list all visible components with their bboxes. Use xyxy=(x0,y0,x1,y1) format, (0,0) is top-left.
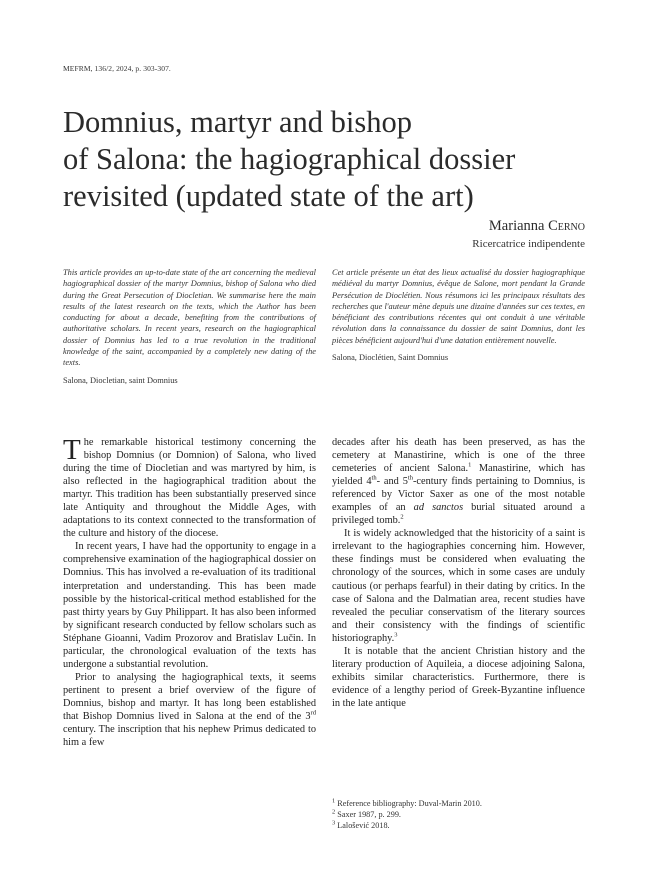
paragraph-1-text: he remarkable historical testimony concerning the bishop Domnius (or Domnion) of Salona, who lived during the time of Diocletian and was martyred by him, is also reflected in the hagiographical tradition about the martyr. This tradition has been substantially preserved since late Antiquity and throughout the Middle Ages, with adaptations to its context connected to the transformation of the culture and history of the diocese. xyxy=(63,437,316,540)
author-block xyxy=(472,218,585,250)
body-paragraph-3 xyxy=(63,671,316,749)
paragraph-3-text-a: Prior to analysing the hagiographical texts, it seems pertinent to present a brief overview of the figure of Domnius, bishop and martyr. It has long been established that Bishop Domnius lived in Salona at the end of the 3 xyxy=(63,671,316,722)
footnote-3 xyxy=(332,818,585,832)
author-affiliation: Ricercatrice indipendente xyxy=(472,238,585,250)
paragraph-3-text-b: century. The inscription that his nephew Primus dedicated to him a few xyxy=(63,724,316,749)
superscript-th: th xyxy=(407,474,413,482)
keywords-french: Salona, Dioclétien, Saint Domnius xyxy=(332,353,449,363)
footnote-1 xyxy=(332,799,585,810)
paragraph-4-text-a: decades after his death has been preserved, as has the cemetery at Manastirine, which is one of the three cemeteries of ancient Salona. xyxy=(332,437,585,475)
footnote-number: 2 xyxy=(332,808,336,816)
abstract-english-text: This article provides an up-to-date state of the art concerning the medieval hagiographical dossier of the martyr Domnius, bishop of Salona who died during the Great Persecution of Diocletian. We summarise here the main results of the latest research on the texts, which the Author has been conducting for about a decade, benefiting from the contributions of authoritative scholars. In recent years, research on the hagiographical dossier of Domnius has led to a true revolution in the traditional knowledge of the saint, accompanied by a completely new dating of the texts. xyxy=(63,268,316,368)
journal-reference: MEFRM, 136/2, 2024, p. 303-307. xyxy=(63,64,171,73)
author-given-name: Marianna xyxy=(488,218,549,234)
body-column-left xyxy=(63,436,316,749)
footnote-text: Saxer 1987, p. 299. xyxy=(337,809,401,819)
paragraph-4-text-d: -century finds pertaining to Domnius, is referenced by Victor Saxer as one of the most notable examples of an xyxy=(332,476,585,514)
footnotes xyxy=(332,799,585,831)
body-paragraph-6: It is notable that the ancient Christian history and the literary production of Aquileia, a diocese adjoining Salona, exhibits similar characteristics. Furthermore, there is evidence of a lengthy period of Greek-Byzantine influence in the late antique xyxy=(332,645,585,709)
title-line-1: Domnius, martyr and bishop xyxy=(63,105,413,139)
body-paragraph-2: In recent years, I have had the opportunity to engage in a comprehensive examination of the hagiographical dossier on Domnius. This has involved a re-evaluation of its traditional interpretation and understanding. This has been made possible by the historical-critical method established for the past thirty years by Guy Philippart. It has also been informed by significant research conducted by fellow scholars such as Stéphane Gioanni, Vadim Prozorov and Bratislav Lučin. In particular, the chronological evaluation of the texts has undergone a substantial revolution. xyxy=(63,541,316,670)
footnote-ref-3[interactable]: 3 xyxy=(394,631,398,639)
drop-cap: T xyxy=(63,434,81,466)
paragraph-5-text: It is widely acknowledged that the historicity of a saint is irrelevant to the hagiographies concerning him. However, these findings must be considered when evaluating the chronology of the sources, which in some cases are unduly cautious (or perhaps fearful) in their dating by critics. In the case of Salona and the Dalmatian area, recent studies have revealed the peculiar conservatism of the literary sources and their consistency with the findings of scientific historiography. xyxy=(332,528,585,644)
footnote-text: Lalošević 2018. xyxy=(337,820,390,830)
author-family-name: Cerno xyxy=(548,218,585,234)
italic-term: ad sanctos xyxy=(413,502,464,514)
paragraph-4-text-c: - and 5 xyxy=(376,476,408,488)
paragraph-4-text-e: burial situated around a privileged tomb. xyxy=(332,502,585,527)
body-column-right xyxy=(332,436,585,710)
keywords-english: Salona, Diocletian, saint Domnius xyxy=(63,375,178,385)
body-paragraph-1 xyxy=(63,436,316,540)
superscript-rd: rd xyxy=(310,709,316,717)
body-paragraph-5 xyxy=(332,527,585,644)
body-paragraph-4 xyxy=(332,436,585,527)
abstract-french-text: Cet article présente un état des lieux actualisé du dossier hagiographique médiéval du martyr Domnius, évêque de Salone, mort pendant la Grande Persécution de Dioclétien. Nous résumons ici les principaux résultats des recherches que l'auteur mène depuis une dizaine d'années sur ces textes, en bénéficiant des contributions récentes qui ont conduit à une véritable révolution dans la connaissance du dossier de saint Domnius, dont les pièces bénéficient aujourd'hui d'une datation entièrement nouvelle. xyxy=(332,268,585,345)
title-line-2: of Salona: the hagiographical dossier xyxy=(63,142,516,176)
abstract-english xyxy=(63,267,316,386)
footnote-ref-2[interactable]: 2 xyxy=(400,513,404,521)
article-title xyxy=(63,104,603,215)
superscript-th: th xyxy=(371,474,377,482)
abstract-french xyxy=(332,267,585,363)
title-line-3: revisited (updated state of the art) xyxy=(63,179,474,213)
footnote-ref-1[interactable]: 1 xyxy=(468,461,472,469)
footnote-number: 3 xyxy=(332,818,336,826)
footnote-2 xyxy=(332,810,585,821)
paragraph-4-text-b: Manastirine, which has yielded 4 xyxy=(332,463,585,488)
footnote-number: 1 xyxy=(332,797,336,805)
author-name xyxy=(472,218,585,235)
footnote-text: Reference bibliography: Duval-Marin 2010. xyxy=(337,799,482,808)
